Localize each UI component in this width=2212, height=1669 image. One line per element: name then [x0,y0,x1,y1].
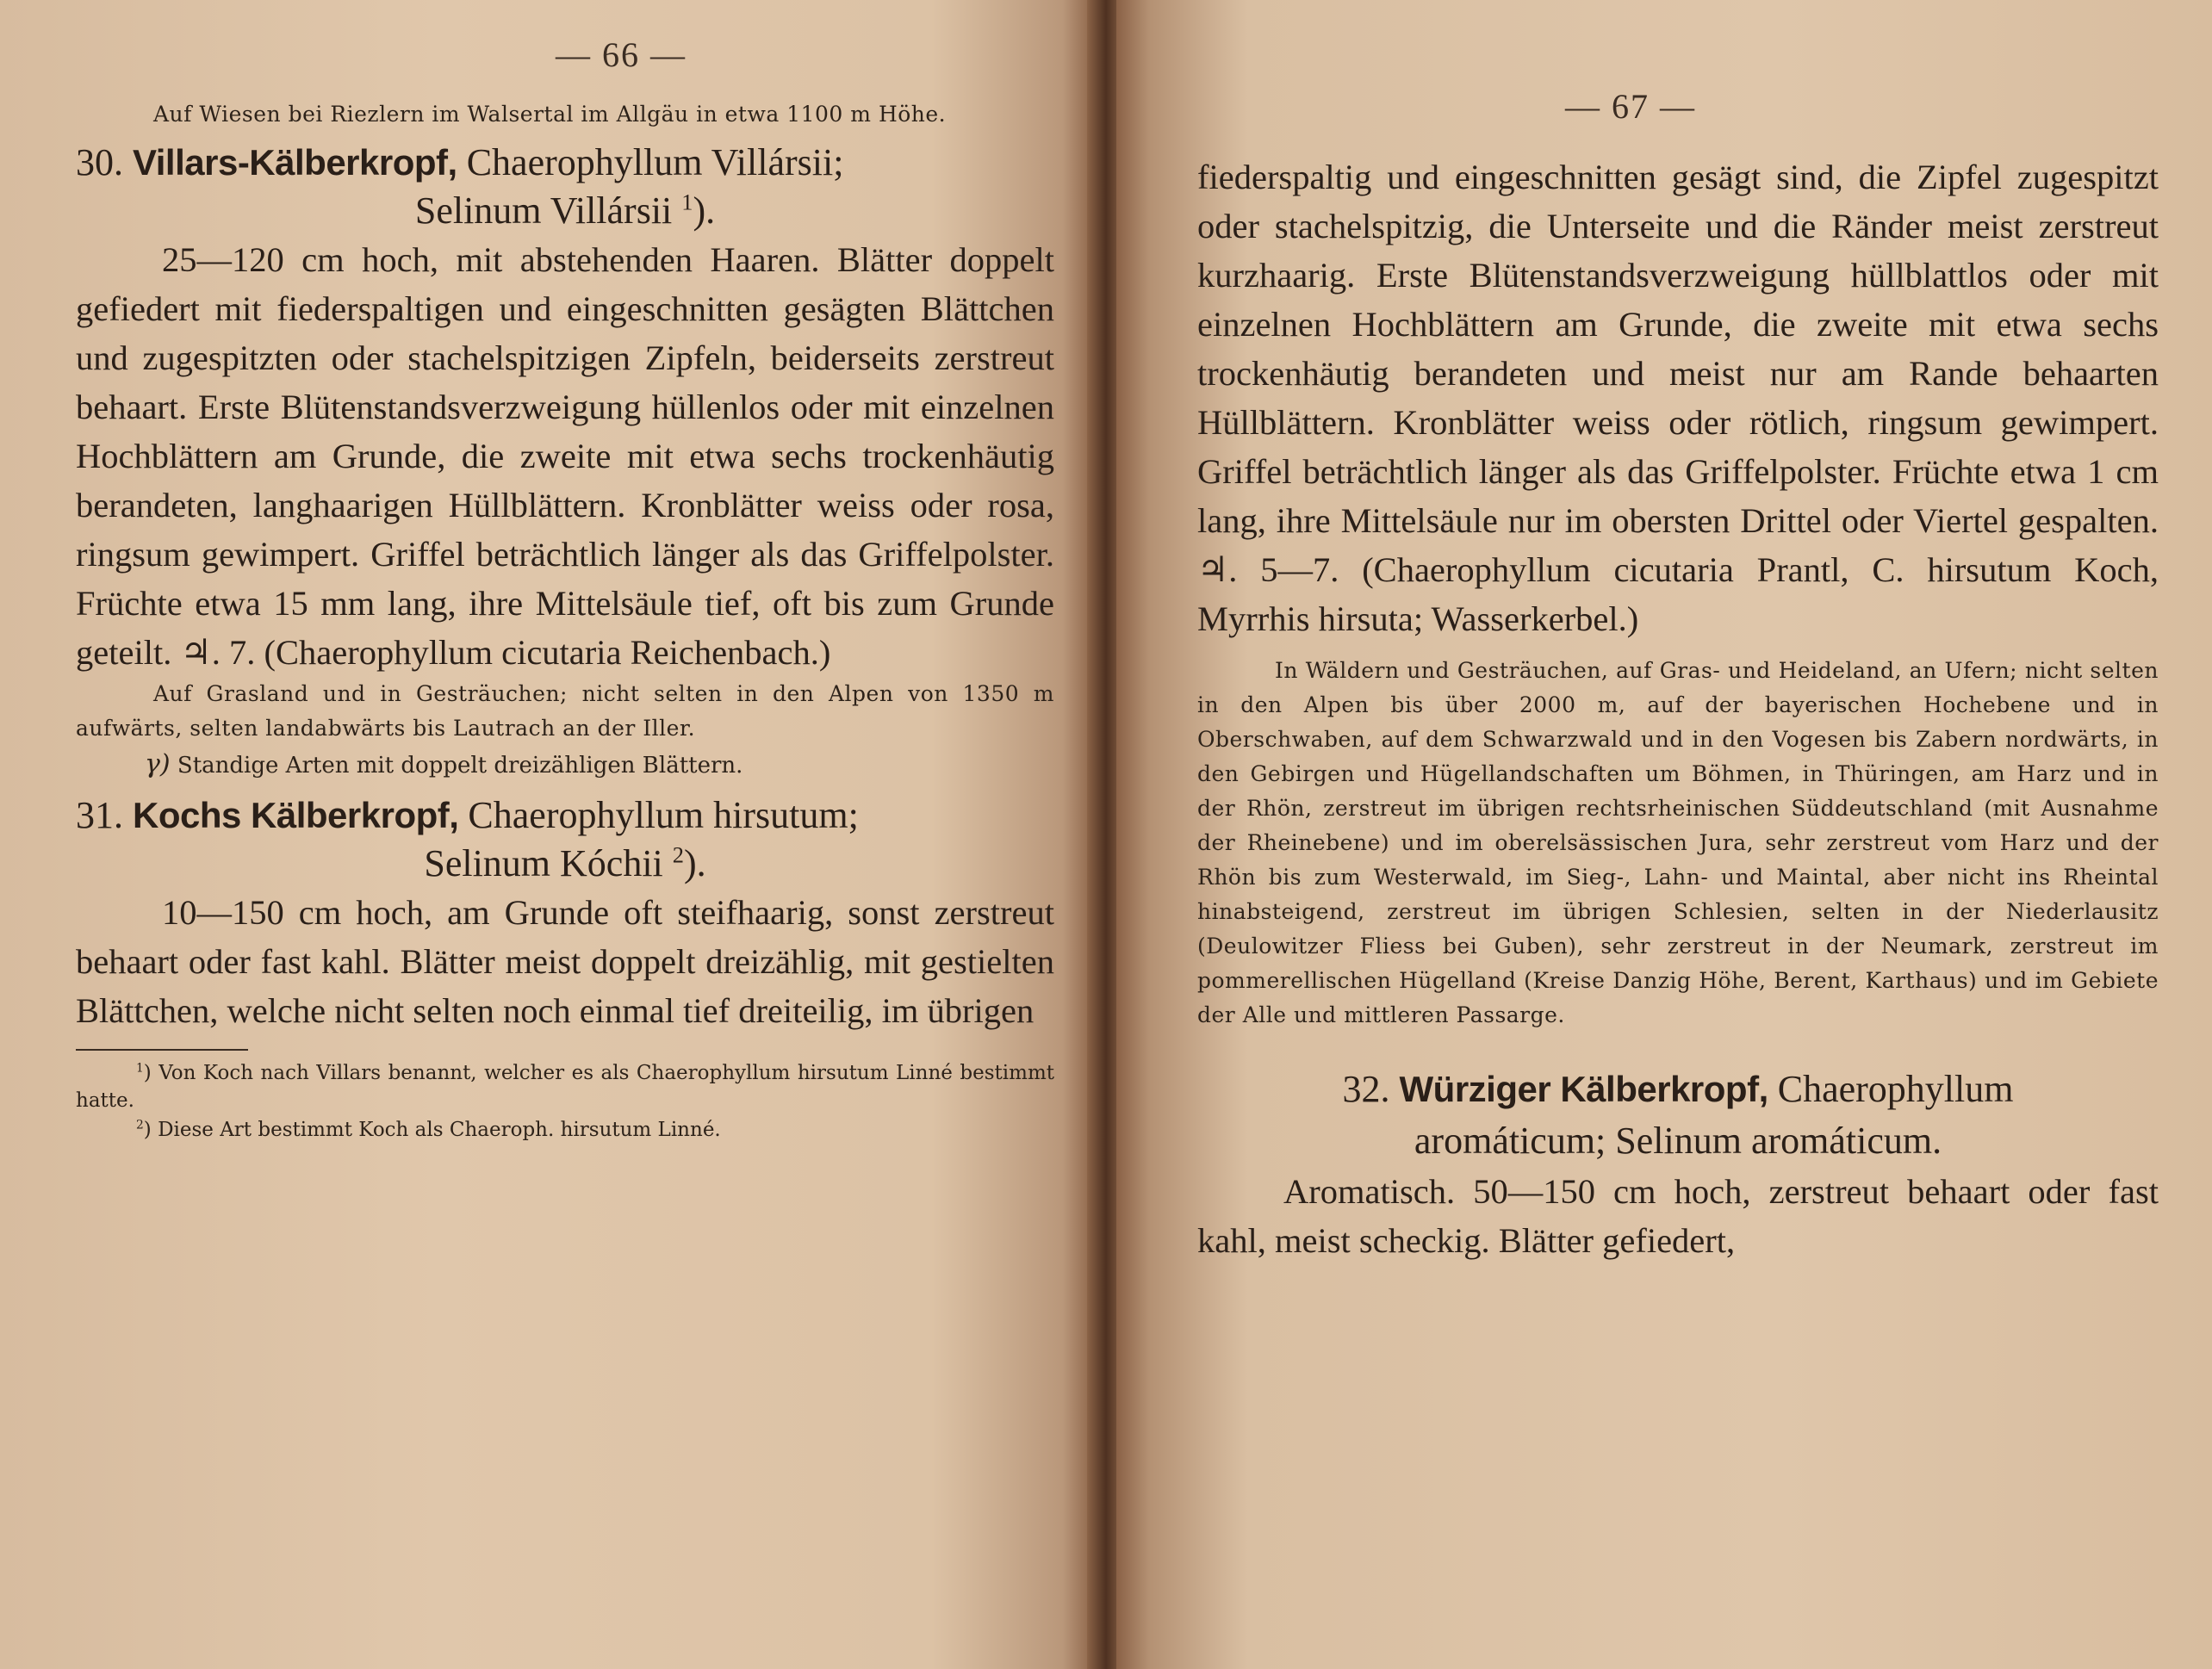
entry-30-heading [76,139,1054,235]
entry-32-synonym: aromáticum; Selinum aromáticum. [1414,1120,1942,1162]
entry-30-latin-name: Chaerophyllum Villársii; [466,141,844,183]
intro-habitat-note: Auf Wiesen bei Riezlern im Walsertal im Allgäu in etwa 1100 m Höhe. [153,102,947,127]
footnote-divider [76,1049,248,1051]
entry-32-number: 32. [1342,1068,1390,1110]
footnote-ref-2: 2 [672,841,684,868]
entry-30-synonym: Selinum Villársii [414,189,673,232]
entry-30-common-name: Villars-Kälberkropf, [133,142,457,183]
left-page-content [76,34,1054,1144]
entry-31-common-name: Kochs Kälberkropf, [133,795,459,835]
subsection-gamma [76,746,1054,785]
page-number-right: — 67 — [1565,87,1696,126]
footnote-2 [76,1116,1054,1144]
entry-31-heading [76,791,1054,888]
entry-30-number: 30. [76,141,123,183]
right-page-content [1197,86,2159,1265]
entry-32-heading [1197,1064,2159,1167]
entry-31-latin-name: Chaerophyllum hirsutum; [468,794,859,836]
footnote-1 [76,1059,1054,1114]
entry-30-description: 25—120 cm hoch, mit abstehenden Haaren. Blätter doppelt gefiedert mit fiederspaltigen und eingeschnitten gesägten Blättchen und zugespitzten oder stachelspitzigen Zipfeln, beiderseits zerstreut behaart. Erste Blütenstandsverzweigung hüllenlos oder mit einzelnen Hochblättern am Grunde, die zweite mit etwa sechs trockenhäutig berandeten, langhaarigen Hüllblättern. Kronblätter weiss oder rosa, ringsum gewimpert. Griffel beträchtlich länger als das Griffelpolster. Früchte etwa 15 mm lang, ihre Mittelsäule tief, oft bis zum Grunde geteilt. ♃. 7. (Chaerophyllum cicutaria Reichenbach.) [76,240,1054,672]
footnote-ref-1: 1 [681,189,693,215]
right-page [1116,0,2212,1669]
footnote-1-text: ) Von Koch nach Villars benannt, welcher es als Chaerophyllum hirsutum Linné bestimmt hatte. [76,1062,1054,1112]
footnote-1-mark: 1 [136,1061,144,1076]
entry-32-common-name: Würziger Kälberkropf, [1399,1069,1768,1109]
entry-31-description: 10—150 cm hoch, am Grunde oft steifhaarig, sonst zerstreut behaart oder fast kahl. Blätter meist doppelt dreizählig, mit gestielten Blättchen, welche nicht selten noch einmal tief dreiteilig, im übrigen [76,893,1054,1030]
entry-31-ref-close: ). [683,842,706,884]
subsection-title: Standige Arten mit doppelt dreizähligen Blättern. [177,753,743,779]
footnote-2-mark: 2 [136,1118,144,1132]
entry-32-description: Aromatisch. 50—150 cm hoch, zerstreut behaart oder fast kahl, meist scheckig. Blätter gefiedert, [1197,1172,2159,1260]
entry-30-habitat: Auf Grasland und in Gesträuchen; nicht selten in den Alpen von 1350 m aufwärts, selten landabwärts bis Lautrach an der Iller. [76,681,1054,741]
footnote-2-text: ) Diese Art bestimmt Koch als Chaeroph. hirsutum Linné. [143,1119,721,1141]
left-page [0,0,1096,1669]
subsection-mark: γ) [145,749,171,779]
entry-31-number: 31. [76,794,123,836]
entry-31-description-continued: fiederspaltig und eingeschnitten gesägt sind, die Zipfel zugespitzt oder stachelspitzig, die Unterseite und die Ränder meist zerstreut kurzhaarig. Erste Blütenstandsverzweigung hüllblattlos oder mit einzelnen Hochblättern am Grunde, die zweite mit etwa sechs trockenhäutig berandeten und meist nur am Rande behaarten Hüllblättern. Kronblätter weiss oder rötlich, ringsum gewimpert. Griffel beträchtlich länger als das Griffelpolster. Früchte etwa 1 cm lang, ihre Mittelsäule nur im obersten Drittel oder Viertel gespalten. ♃. 5—7. (Chaerophyllum cicutaria Prantl, C. hirsutum Koch, Myrrhis hirsuta; Wasserkerbel.) [1197,158,2159,638]
entry-31-habitat: In Wäldern und Gesträuchen, auf Gras- und Heideland, an Ufern; nicht selten in den Alpen bis über 2000 m, auf der bayerischen Hochebene und in Oberschwaben, auf dem Schwarzwald und in den Vogesen bis Zabern nordwärts, in den Gebirgen und Hügellandschaften um Böhmen, in Thüringen, am Harz und in der Rhön, zerstreut im übrigen rechtsrheinischen Süddeutschland (mit Ausnahme der Rheinebene) und im oberelsässischen Jura, sehr zerstreut vom Harz und der Rhön bis zum Westerwald, im Sieg-, Lahn- und Maintal, aber nicht ins Rheintal hinabsteigend, zerstreut im übrigen Schlesien, selten in der Niederlausitz (Deulowitzer Fliess bei Guben), sehr zerstreut in der Neumark, zerstreut im pommerellischen Hügelland (Kreise Danzig Höhe, Berent, Karthaus) und im Gebiete der Alle und mittleren Passarge. [1197,658,2159,1027]
entry-31-synonym: Selinum Kóchii [424,842,663,884]
entry-30-ref-close: ). [693,189,716,232]
page-number-left: — 66 — [556,35,687,74]
entry-32-latin-name: Chaerophyllum [1777,1068,2014,1110]
